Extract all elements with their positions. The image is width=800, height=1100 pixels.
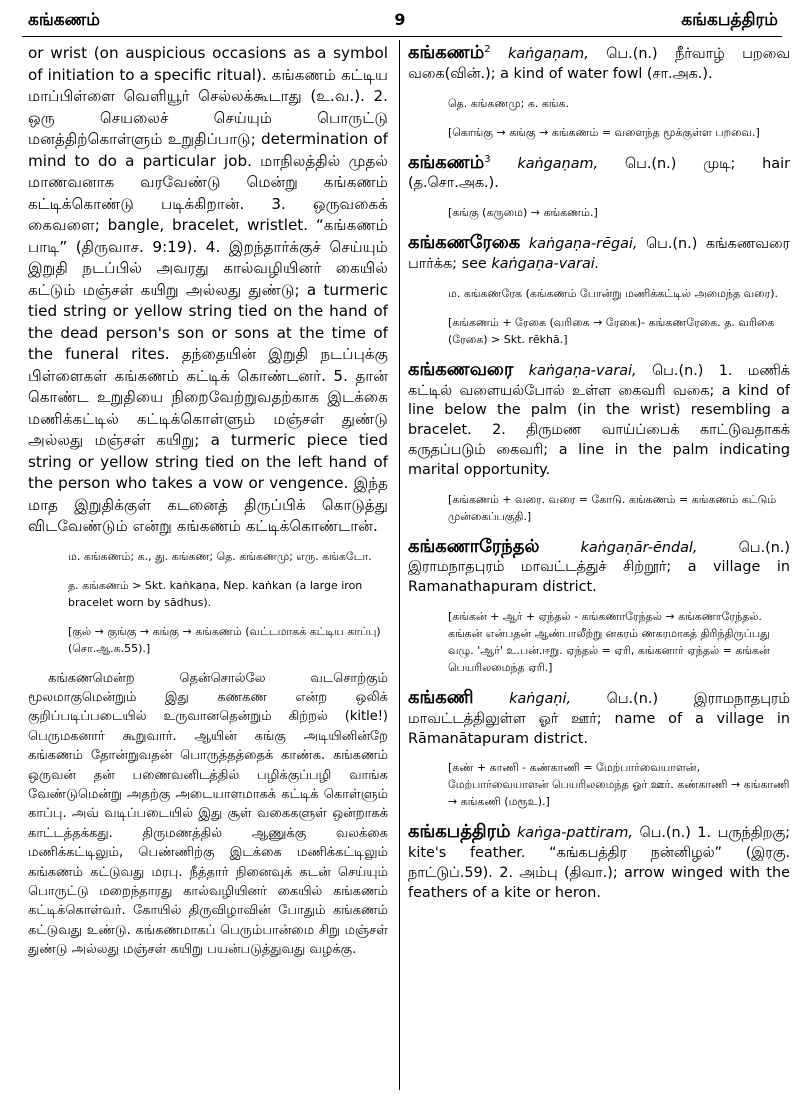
cognates-note: தெ. கங்கணமு; க. கங்க. — [448, 96, 570, 110]
header-right-guideword: கங்கபத்திரம் — [681, 10, 778, 30]
entry-continuation: or wrist (on auspicious occasions as a symbol of initiation to a specific ritual). கங்கணம் கட்டிய மாப்பிள்ளை வெளியூர் செல்லக்கூடாது (உ.வ.). 2. ஒரு செயலைச் செய்யும் பொருட்டு மனத்திற்கொள்ளும் உறுதிப்பாடு; determination of mind to do a particular job. மாநிலத்தில் முதல் மாணவனாக வரவேண்டு மென்று கங்கணம் கட்டிக்கொண்டு படிக்கிறான். 3. ஒருவகைக் கைவளை; bangle, bracelet, wristlet. “கங்கணம் பாடி” (திருவாச. 9:19). 4. இறந்தார்க்குச் செய்யும் இறுதி நடப்பில் அவரது கால்வழியினர் கையில் கட்டும் மஞ்சள் கயிறு அல்லது துண்டு; a turmeric tied string or yellow string tied on the hand of the dead person's son or sons at the time of the funeral rites. தந்தையின் இறுதி நடப்புக்கு பிள்ளைகள் கங்கணம் கட்டிக் கொண்டனர். 5. தான் கொண்ட உறுதியை நிறைவேற்றுவதற்காக இடக்கை மணிக்கட்டில் கட்டிக்கொள்ளும் மஞ்சள் துண்டு அல்லது மஞ்சள் கயிறு; a turmeric piece tied string or yellow string tied on the left hand of the person who takes a vow or vengence. இந்த மாத இறுதிக்குள் கடனைத் திருப்பிக் கொடுத்து விடவேண்டும் என்று கங்கணம் கட்டிக்கொண்டான். — [28, 44, 388, 535]
etymology-note: [கங்கணம் + ரேகை (வரிகை → ரேகை)- கங்கணரேகை. த. வரிகை (ரேகை) > Skt. rēkhā.] — [448, 315, 775, 346]
transliteration: kaṅgaṇār-ēndal, — [580, 539, 698, 556]
headword: கங்கணம் — [408, 43, 485, 63]
sanskrit-note: த. கங்கணம் > Skt. kaṅkaṇa, Nep. kaṅkan (a large iron bracelet worn by sādhus). — [68, 578, 363, 609]
page-number: 9 — [394, 10, 406, 29]
transliteration: kaṅgaṇa-varai, — [528, 362, 637, 379]
transliteration: kaṅgaṇi, — [509, 690, 572, 707]
homonym-number: 2 — [484, 44, 491, 56]
column-divider — [399, 40, 400, 1090]
dictionary-entry — [408, 360, 790, 481]
etymology-note: [கொங்கு → கங்கு → கங்கணம் = வளைந்த மூக்குள்ள பறவை.] — [448, 125, 760, 139]
dictionary-entry — [408, 822, 790, 903]
headword: கங்கபத்திரம் — [408, 821, 511, 843]
transliteration: kaṅgaṇam, — [517, 155, 599, 172]
etymology-note: [குல் → குங்கு → கங்கு → கங்கணம் (வட்டமாகக் கட்டிய காப்பு) (சொ.ஆ.க.55).] — [68, 624, 381, 655]
cognates-note: ம. கங்கணம்; க., து. கங்கண; தெ. கங்கணமு; எரு. கங்கடோ. — [68, 549, 372, 563]
etymology-note: [கங்கன் + ஆர் + ஏந்தல் - கங்கணாரேந்தல் → கங்கணாரேந்தல். கங்கன் என்பதன் ஆண்பாலீற்று னகரம் ணகரமாகத் திரிந்திருப்பது வழு. 'ஆர்' உ.பன்.ஈறு. ஏந்தல் = ஏரி, கங்கனார் ஏந்தல் = கங்கன் பெயரிலமைந்த ஏரி.] — [448, 609, 770, 674]
header-rule — [22, 36, 782, 37]
dictionary-entry — [408, 233, 790, 275]
left-column — [28, 43, 388, 1095]
headword: கங்கணரேகை — [408, 232, 521, 254]
definition: பெ.(n.) இராமநாதபுரம் மாவட்டத்திலுள்ள ஓர் ஊர்; name of a village in Rāmanātapuram district. — [408, 690, 790, 747]
transliteration: kaṅgaṇa-rēgai, — [528, 236, 638, 253]
header-left-guideword: கங்கணம் — [28, 10, 100, 30]
right-column — [408, 43, 790, 1095]
definition: பெ.(n.) 1. பருந்திறகு; kite's feather. “கங்கபத்திர நன்னிழல்” (இரகு. நாட்டுப்.59). 2. அம்பு (திவா.); arrow winged with the feathers of a kite or heron. — [408, 825, 790, 901]
cross-reference: kaṅgaṇa-varai. — [491, 255, 600, 272]
dictionary-entry — [408, 43, 790, 85]
etymology-note: [கண் + காணி - கண்காணி = மேற்பார்வையாளன், மேற்பார்வையாளன் பெயரிலமைந்த ஓர் ஊர். கண்காணி → கங்காணி → கங்கணி (மரூஉ).] — [448, 761, 790, 809]
etymology-note: [கங்கணம் + வரை. வரை = கோடு. கங்கணம் = கங்கணம் கட்டும் முன்கைப்பகுதி.] — [448, 492, 777, 523]
homonym-number: 3 — [484, 153, 491, 165]
dictionary-entry — [408, 153, 790, 195]
transliteration: kaṅga-pattiram, — [516, 825, 633, 842]
dictionary-entry — [408, 537, 790, 598]
commentary-paragraph: கங்கணமென்ற தென்சொல்லே வடசொற்கும் மூலமாகுமென்றும் இது கணகண என்ற ஒலிக் குறிப்படிப்படையில் உருவானதென்றும் கிற்றல் (kitle!) பெருமகனார் கூறுவார். ஆயின் கங்கு அடியினின்றே கங்கணம் தோன்றுவதன் பொருத்தத்தைக் காண்க. கங்கணம் ஒருவன் தன் பணைவனிடத்தில் பழிக்குப்பழி வாங்க வேண்டுமென்று அதற்கு அடையாளமாகக் கட்டிக் கொள்ளும் காப்பு. அவ் வடிப்படையில் இது சூள் வகைகளுள் ஒன்றாகக் காட்டத்தக்கது. திருமணத்தில் ஆணுக்கு வலக்கை மணிக்கட்டிலும், பெண்ணிற்கு இடக்கை மணிக்கட்டிலும் கங்கணம் கட்டுவது மரபு. நீத்தார் நினைவுக் கடன் செய்யும் பொருட்டு மறைந்தாரது கால்வழியினர் கையில் கங்கணம் கட்டிக்கொள்வர். கோயில் திருவிழாவின் போதும் கங்கணம் கட்டுவது உண்டு. கங்கணமாகப் பெரும்பான்மை சிறு மஞ்சள் துண்டு அல்லது மஞ்சள் கயிறு பயன்படுத்துவது வழக்கு. — [28, 670, 388, 958]
headword: கங்கணி — [408, 686, 474, 708]
etymology-note: [கங்கு (கருமை) → கங்கணம்.] — [448, 206, 598, 220]
headword: கங்கணவரை — [408, 358, 514, 380]
definition: பெ.(n.) முடி; hair (த.சொ.அக.). — [408, 155, 790, 192]
definition: பெ.(n.) கங்கணவரை பார்க்க; see — [408, 236, 790, 272]
definition: பெ.(n.) இராமநாதபுரம் மாவட்டத்துச் சிற்றூர்; a village in Ramanathapuram district. — [408, 539, 790, 596]
definition: பெ.(n.) 1. மணிக் கட்டில் வளையல்போல் உள்ள கைவரி வகை; a kind of line below the palm (in the wrist) resembling a bracelet. 2. திருமண வாய்ப்பைக் காட்டுவதாகக் கருதப்படும் கைவரி; a line in the palm indicating marital opportunity. — [408, 362, 790, 478]
definition: பெ.(n.) நீர்வாழ் பறவை வகை(வின்.); a kind of water fowl (சா.அக.). — [408, 46, 790, 82]
transliteration: kaṅgaṇam, — [508, 46, 589, 62]
dictionary-entry — [408, 688, 790, 749]
headword: கங்கணம் — [408, 151, 485, 173]
cognates-note: ம. கங்கணரேக (கங்கணம் போன்று மணிக்கட்டில் அமைந்த வரை). — [448, 286, 779, 300]
headword: கங்கணாரேந்தல் — [408, 535, 540, 557]
